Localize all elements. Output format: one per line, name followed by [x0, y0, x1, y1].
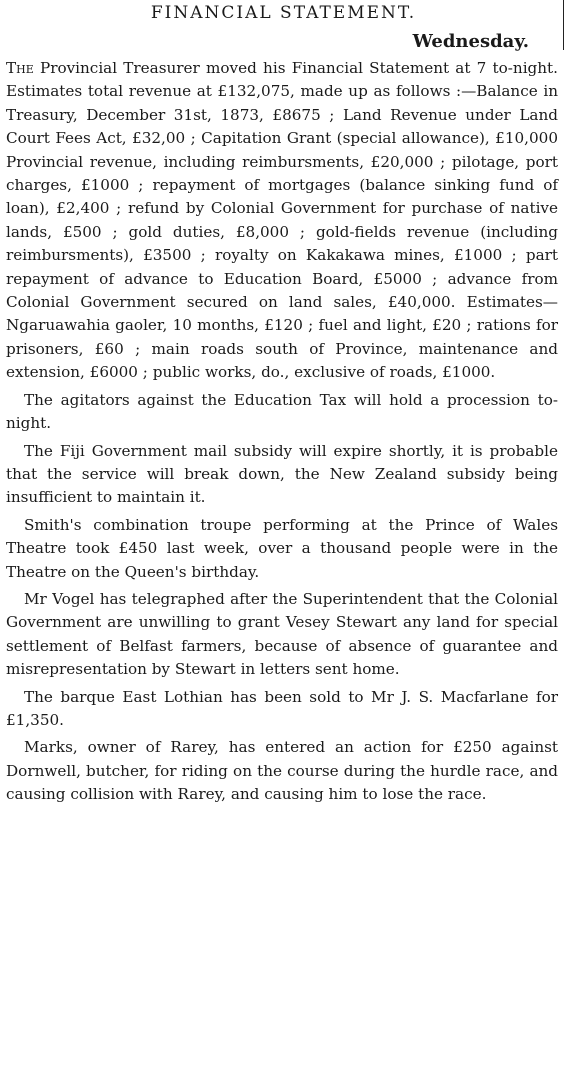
paragraph-education-tax: The agitators against the Education Tax will hold a procession to-night.: [6, 390, 558, 433]
article-dateline: Wednesday.: [412, 31, 529, 52]
paragraph-barque-sale: The barque East Lothian has been sold to Mr J. S. Macfarlane for £1,350.: [6, 687, 558, 729]
paragraph-vogel-telegraph: Mr Vogel has telegraphed after the Superintendent that the Colonial Government are unwilling to grant Vesey Stewart any land for special settlement of Belfast farmers, because of absence of guarantee and misrepresentation by Stewart in letters sent home.: [6, 589, 558, 679]
paragraph-financial-statement: [6, 57, 558, 385]
paragraph-fiji-mail-subsidy: The Fiji Government mail subsidy will expire shortly, it is probable that the service will break down, the New Zealand subsidy being insufficient to maintain it.: [6, 441, 558, 507]
paragraph-text: Provincial Treasurer moved his Financial Statement at 7 to-night. Estimates total revenue at £132,075, made up as follows :—Balance in Treasury, December 31st, 1873, £8675 ; Land Revenue under Land Court Fees Act, £32,00 ; Capitation Grant (special allowance), £10,000 Provincial revenue, including reimbursments, £20,000 ; pilotage, port charges, £1000 ; repayment of mortgages (balance sinking fund of loan), £2,400 ; refund by Colonial Government for purchase of native lands, £500 ; gold duties, £8,000 ; gold-fields revenue (including reimbursments), £3500 ; royalty on Kakakawa mines, £1000 ; part repayment of advance to Education Board, £5000 ; advance from Colonial Government secured on land sales, £40,000. Estimates—Ngaruawahia gaoler, 10 months, £120 ; fuel and light, £20 ; rations for prisoners, £60 ; main roads south of Province, maintenance and extension, £6000 ; public works, do., exclusive of roads, £1000.: [6, 59, 558, 382]
article-heading: FINANCIAL STATEMENT.: [150, 3, 417, 23]
paragraph-lead-word: The: [6, 59, 34, 77]
paragraph-troupe: Smith's combination troupe performing at the Prince of Wales Theatre took £450 last week, over a thousand people were in the Theatre on the Queen's birthday.: [6, 515, 558, 581]
paragraph-marks-action: Marks, owner of Rarey, has entered an action for £250 against Dornwell, butcher, for riding on the course during the hurdle race, and causing collision with Rarey, and causing him to lose the race.: [6, 738, 558, 804]
article-body: [6, 57, 558, 807]
